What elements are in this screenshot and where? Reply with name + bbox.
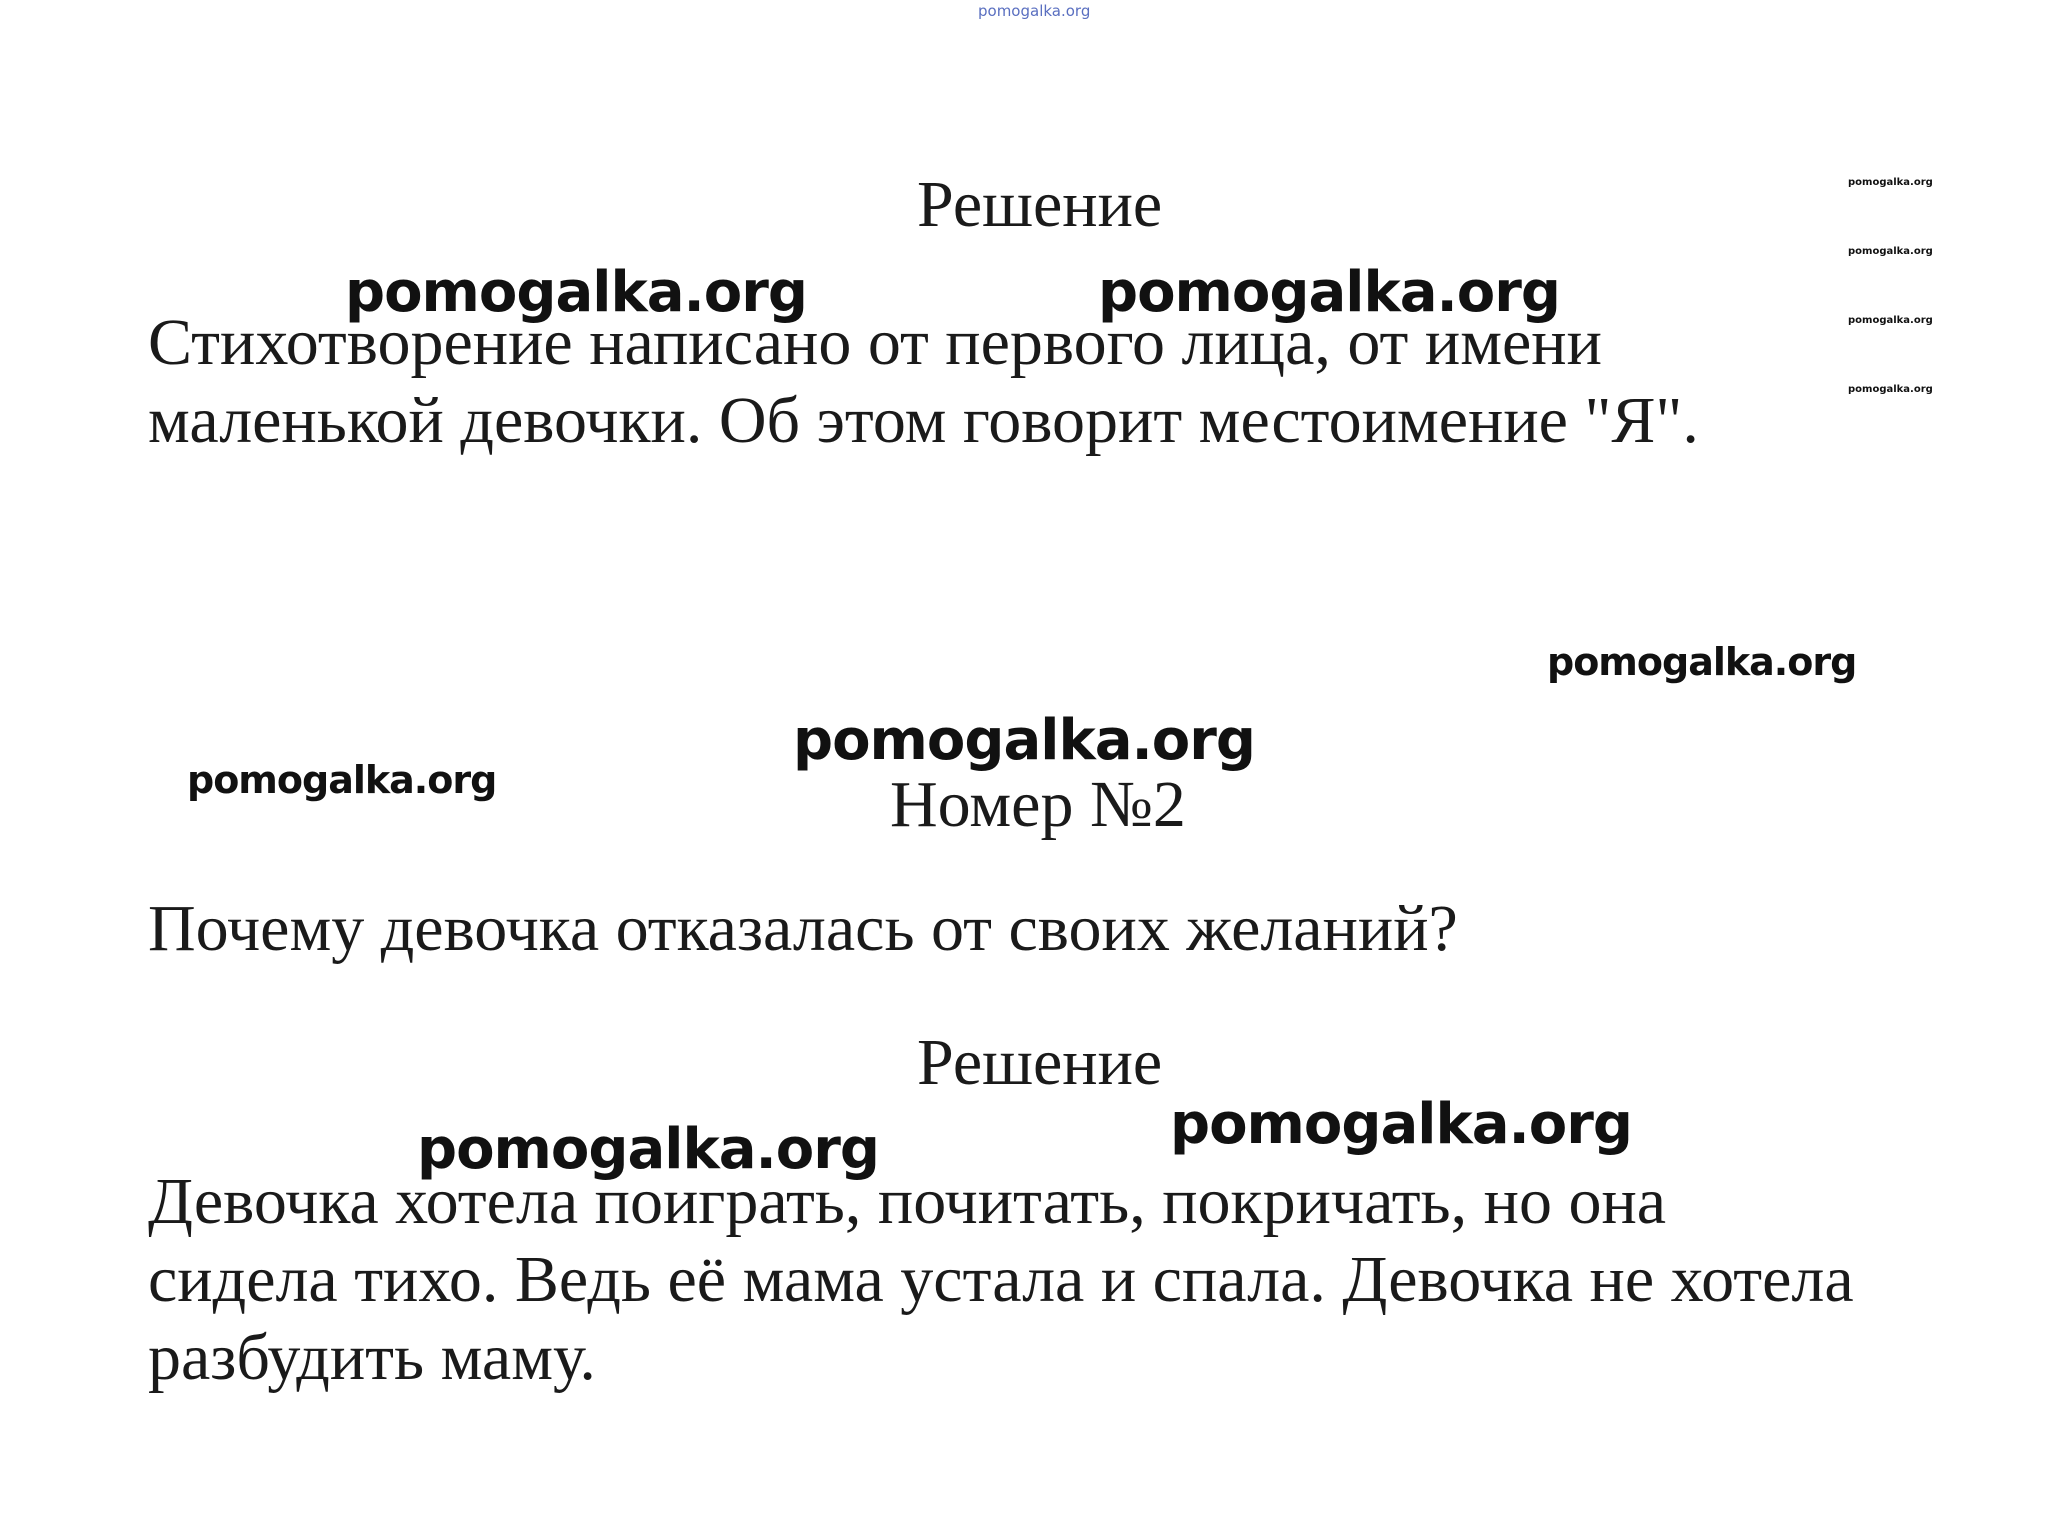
paragraph-line: Девочка хотела поиграть, почитать, покричать, но она (148, 1165, 1667, 1238)
solution-heading-2: Решение (917, 1026, 1163, 1099)
task-number-heading: Номер №2 (890, 768, 1186, 841)
solution-paragraph-2 (148, 1163, 1854, 1397)
watermark-top[interactable]: pomogalka.org (978, 2, 1091, 20)
watermark[interactable]: pomogalka.org (1098, 260, 1560, 325)
paragraph-line: Стихотворение написано от первого лица, от имени (148, 306, 1602, 379)
solution-paragraph-1 (148, 304, 1699, 460)
watermark[interactable]: pomogalka.org (187, 758, 497, 802)
watermark-side[interactable]: pomogalka.org (1848, 384, 1933, 395)
watermark-side[interactable]: pomogalka.org (1848, 246, 1933, 257)
watermark[interactable]: pomogalka.org (793, 708, 1255, 773)
paragraph-line: разбудить маму. (148, 1321, 596, 1394)
paragraph-line: сидела тихо. Ведь её мама устала и спала. Девочка не хотела (148, 1243, 1854, 1316)
task-question: Почему девочка отказалась от своих желаний? (148, 892, 1458, 965)
watermark[interactable]: pomogalka.org (345, 260, 807, 325)
watermark-side[interactable]: pomogalka.org (1848, 177, 1933, 188)
watermark-side[interactable]: pomogalka.org (1848, 315, 1933, 326)
watermark[interactable]: pomogalka.org (417, 1117, 879, 1182)
solution-heading-1: Решение (917, 168, 1163, 241)
watermark[interactable]: pomogalka.org (1170, 1092, 1632, 1157)
watermark[interactable]: pomogalka.org (1547, 640, 1857, 684)
paragraph-line: маленькой девочки. Об этом говорит местоимение "Я". (148, 384, 1699, 457)
